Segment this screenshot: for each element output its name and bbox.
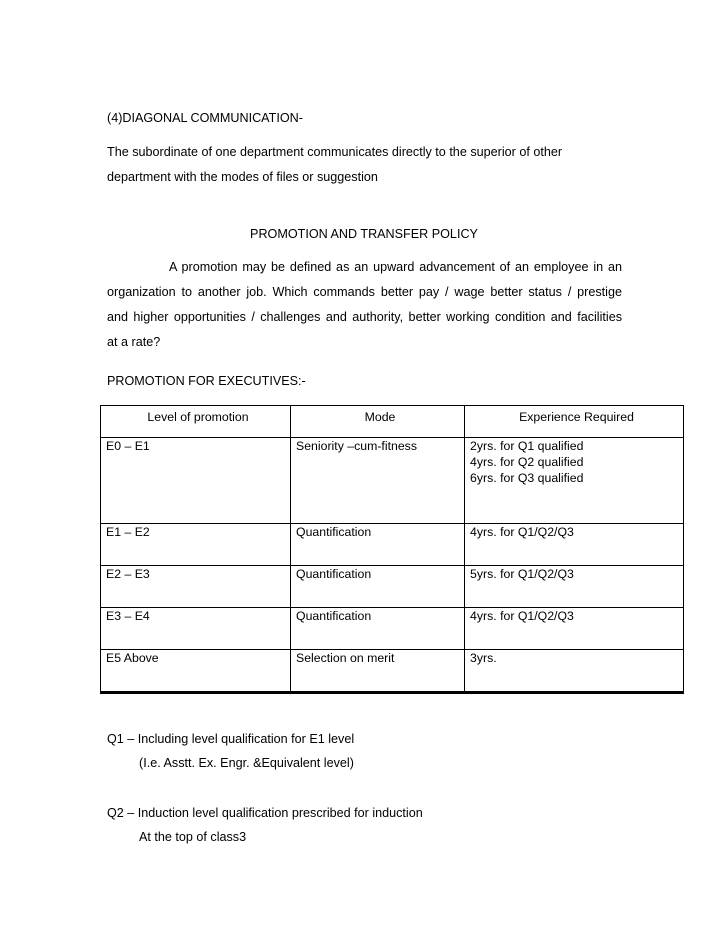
cell-mode: Quantification [291,524,465,566]
experience-line: 6yrs. for Q3 qualified [470,471,584,485]
policy-paragraph-line-3: and higher opportunities / challenges and authority, better working condition and facilities [107,310,622,324]
table-row [101,650,684,693]
column-header-experience: Experience Required [465,406,684,438]
note-q2-line-2: At the top of class3 [139,830,247,844]
note-q2-line-1: Q2 – Induction level qualification prescribed for induction [107,806,423,820]
note-q1-line-1: Q1 – Including level qualification for E1 level [107,732,355,746]
cell-experience [465,438,684,524]
experience-line: 3yrs. [470,651,497,665]
cell-mode: Quantification [291,566,465,608]
cell-mode: Seniority –cum-fitness [291,438,465,524]
table-row [101,438,684,524]
column-header-level: Level of promotion [101,406,291,438]
table-header-row [101,406,684,438]
experience-line: 5yrs. for Q1/Q2/Q3 [470,567,574,581]
experience-line: 4yrs. for Q2 qualified [470,455,584,469]
cell-mode: Quantification [291,608,465,650]
table-row [101,524,684,566]
cell-experience [465,650,684,693]
policy-paragraph-line-2: organization to another job. Which commands better pay / wage better status / prestige [107,285,622,299]
diagonal-text-line-2: department with the modes of files or suggestion [107,170,378,184]
cell-level: E2 – E3 [101,566,291,608]
experience-line: 4yrs. for Q1/Q2/Q3 [470,609,574,623]
cell-level: E1 – E2 [101,524,291,566]
diagonal-heading: (4)DIAGONAL COMMUNICATION- [107,111,303,125]
column-header-mode: Mode [291,406,465,438]
cell-experience [465,524,684,566]
cell-level: E3 – E4 [101,608,291,650]
experience-line: 2yrs. for Q1 qualified [470,439,584,453]
cell-mode: Selection on merit [291,650,465,693]
table-row [101,566,684,608]
cell-experience [465,566,684,608]
executives-heading: PROMOTION FOR EXECUTIVES:- [107,374,306,388]
promotion-table [100,405,684,694]
cell-level: E5 Above [101,650,291,693]
diagonal-text-line-1: The subordinate of one department communicates directly to the superior of other [107,145,563,159]
note-q1-line-2: (I.e. Asstt. Ex. Engr. &Equivalent level) [139,756,354,770]
experience-line: 4yrs. for Q1/Q2/Q3 [470,525,574,539]
policy-paragraph-line-1: A promotion may be defined as an upward advancement of an employee in an [169,260,622,274]
cell-level: E0 – E1 [101,438,291,524]
policy-paragraph-line-4: at a rate? [107,335,161,349]
policy-title: PROMOTION AND TRANSFER POLICY [250,227,478,241]
cell-experience [465,608,684,650]
table-row [101,608,684,650]
